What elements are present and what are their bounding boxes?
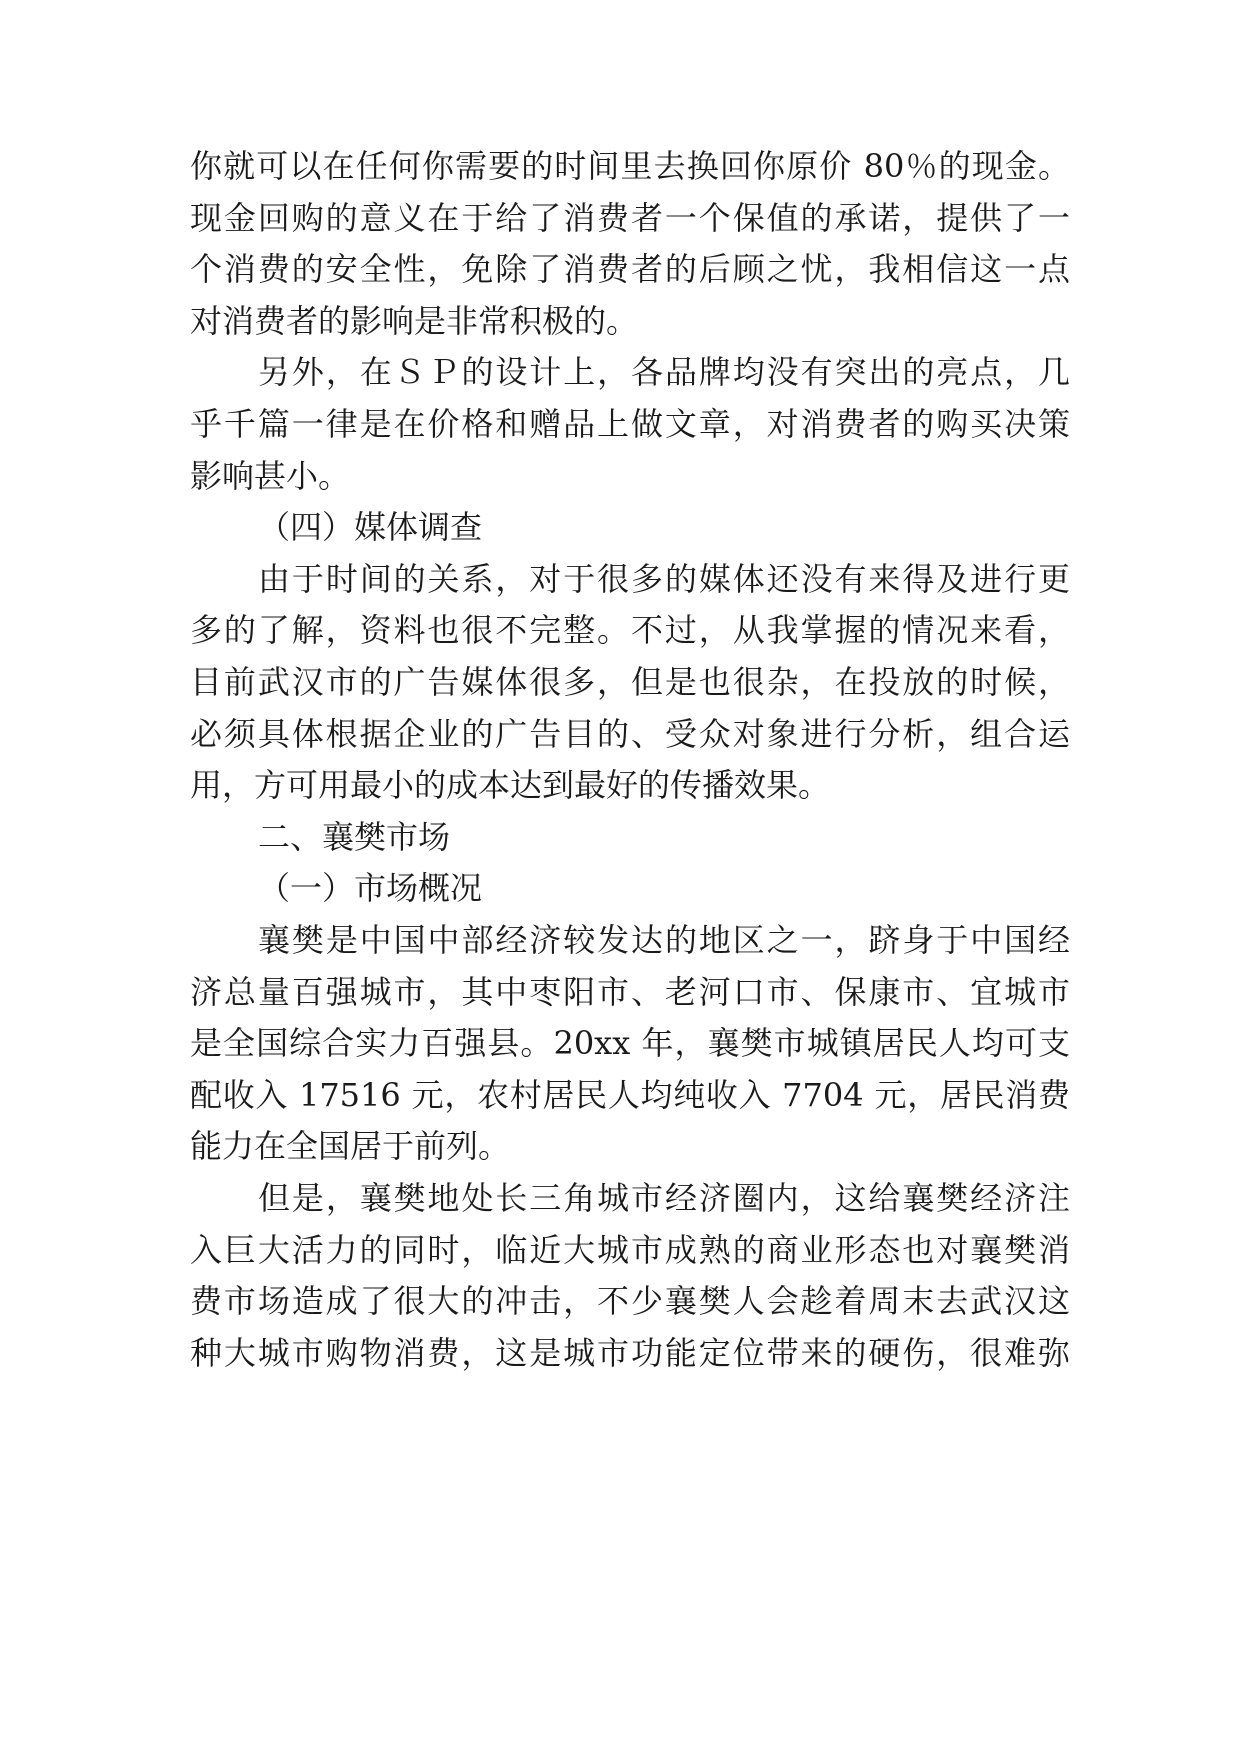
paragraph-line: 必须具体根据企业的广告目的、受众对象进行分析，组合运 bbox=[190, 714, 1070, 753]
paragraph-line: 能力在全国居于前列。 bbox=[190, 1127, 511, 1166]
paragraph-line: 济总量百强城市，其中枣阳市、老河口市、保康市、宜城市 bbox=[190, 972, 1070, 1011]
paragraph-line: 用，方可用最小的成本达到最好的传播效果。 bbox=[190, 766, 831, 805]
paragraph-line: 你就可以在任何你需要的时间里去换回你原价 80％的现金。 bbox=[190, 147, 1070, 185]
paragraph-line: 是全国综合实力百强县。20xx 年，襄樊市城镇居民人均可支 bbox=[190, 1024, 1070, 1063]
paragraph-line: 襄樊是中国中部经济较发达的地区之一，跻身于中国经 bbox=[258, 921, 1070, 959]
section-heading: 二、襄樊市场 bbox=[258, 817, 451, 856]
paragraph-line: 多的了解，资料也很不完整。不过，从我掌握的情况来看， bbox=[190, 611, 1070, 650]
paragraph-line: 现金回购的意义在于给了消费者一个保值的承诺，提供了一 bbox=[190, 198, 1070, 237]
paragraph-line: 但是，襄樊地处长三角城市经济圈内，这给襄樊经济注 bbox=[258, 1179, 1070, 1217]
paragraph-line: 目前武汉市的广告媒体很多，但是也很杂，在投放的时候， bbox=[190, 663, 1070, 701]
paragraph-line: 种大城市购物消费，这是城市功能定位带来的硬伤，很难弥 bbox=[190, 1333, 1070, 1372]
section-heading: （一）市场概况 bbox=[258, 869, 483, 908]
paragraph-line: 另外，在ＳＰ的设计上，各品牌均没有突出的亮点，几 bbox=[258, 353, 1070, 392]
paragraph-line: 影响甚小。 bbox=[190, 456, 351, 495]
paragraph-line: 入巨大活力的同时，临近大城市成熟的商业形态也对襄樊消 bbox=[190, 1230, 1070, 1269]
paragraph-line: 配收入 17516 元，农村居民人均纯收入 7704 元，居民消费 bbox=[190, 1075, 1070, 1114]
paragraph-line: 由于时间的关系，对于很多的媒体还没有来得及进行更 bbox=[258, 559, 1070, 598]
paragraph-line: 个消费的安全性，免除了消费者的后顾之忧，我相信这一点 bbox=[190, 250, 1070, 289]
section-heading: （四）媒体调查 bbox=[258, 508, 483, 547]
paragraph-line: 费市场造成了很大的冲击，不少襄樊人会趁着周末去武汉这 bbox=[190, 1282, 1070, 1321]
paragraph-line: 乎千篇一律是在价格和赠品上做文章，对消费者的购买决策 bbox=[190, 405, 1070, 443]
paragraph-line: 对消费者的影响是非常积极的。 bbox=[190, 301, 639, 340]
